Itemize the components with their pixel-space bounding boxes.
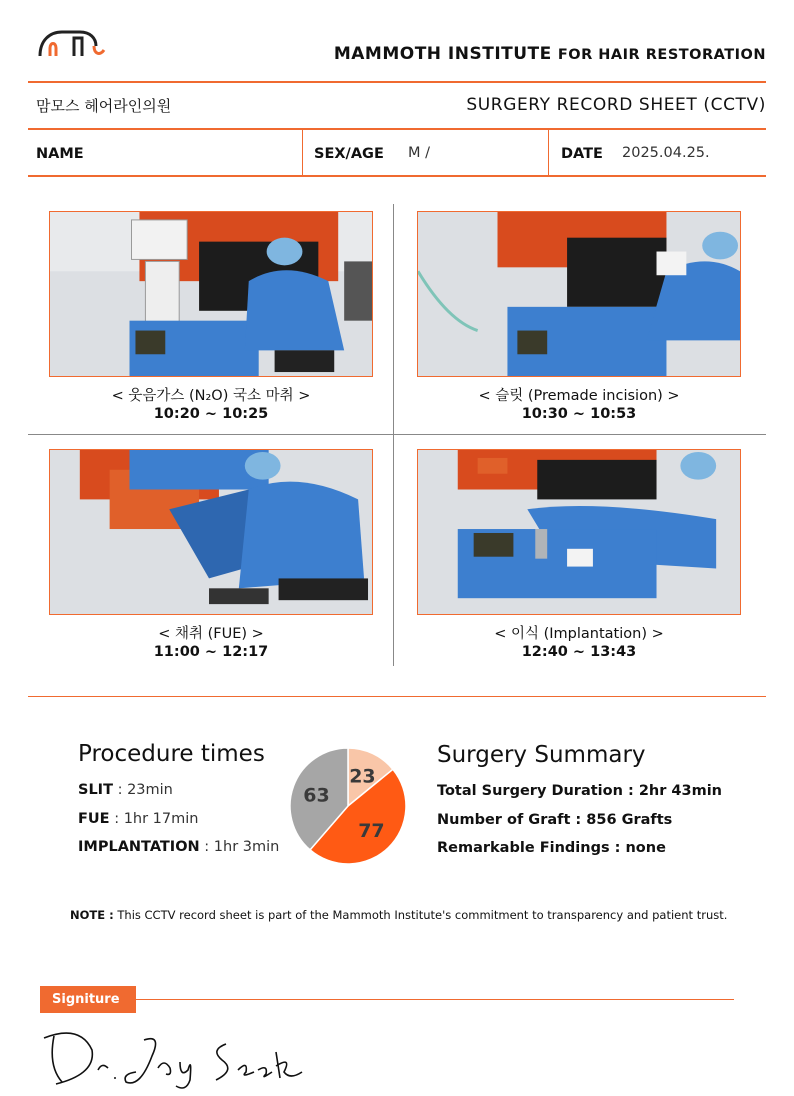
header-divider (28, 81, 766, 83)
stage-title: < 이식 (Implantation) > (494, 626, 664, 642)
note-label: NOTE : (70, 908, 114, 922)
sheet-title: SURGERY RECORD SHEET (CCTV) (466, 95, 766, 115)
stage-title: < 웃음가스 (N₂O) 국소 마취 > (111, 388, 311, 404)
stage-time: 11:00 ~ 12:17 (153, 644, 269, 660)
procedure-time-implantation (78, 839, 279, 855)
sex-age-value: M / (408, 145, 431, 161)
stage-caption (417, 625, 741, 661)
patient-row-separator (302, 130, 303, 176)
stage-time: 10:20 ~ 10:25 (153, 406, 269, 422)
procedure-time-fue (78, 811, 198, 827)
summary-findings: Remarkable Findings : none (437, 840, 666, 856)
signature-line (136, 999, 734, 1000)
procedure-time-pie-chart (288, 746, 408, 866)
photo-grid-vertical-line (393, 204, 394, 666)
handwritten-signature (40, 1026, 310, 1092)
stage-time: 10:30 ~ 10:53 (521, 406, 637, 422)
procedure-label: IMPLANTATION (78, 839, 200, 855)
name-label: NAME (36, 146, 84, 162)
procedure-label: FUE (78, 811, 110, 827)
stage-title: < 슬릿 (Premade incision) > (478, 388, 680, 404)
date-value: 2025.04.25. (622, 145, 710, 161)
stage-title: < 채취 (FUE) > (158, 626, 264, 642)
signature-badge: Signiture (40, 986, 136, 1013)
summary-graft-count: Number of Graft : 856 Grafts (437, 812, 673, 828)
stage-caption (417, 387, 741, 423)
note-text: This CCTV record sheet is part of the Mammoth Institute's commitment to transparency and patient trust. (117, 908, 728, 922)
patient-row-top-divider (28, 128, 766, 130)
procedure-time-slit (78, 782, 173, 798)
cctv-photo-anesthesia (49, 211, 373, 377)
institute-name-rest: FOR HAIR RESTORATION (557, 47, 766, 63)
date-label: DATE (561, 146, 603, 162)
procedure-value: : 23min (112, 782, 173, 798)
procedure-value: : 1hr 3min (199, 839, 280, 855)
procedure-times-title: Procedure times (78, 741, 265, 767)
stage-time: 12:40 ~ 13:43 (521, 644, 637, 660)
summary-divider (28, 696, 766, 697)
cctv-photo-fue (49, 449, 373, 615)
patient-row-bottom-divider (28, 175, 766, 177)
pie-label-slit: 23 (349, 765, 376, 788)
pie-label-fue: 77 (358, 820, 385, 843)
institute-name (334, 44, 766, 64)
summary-total-duration: Total Surgery Duration : 2hr 43min (437, 783, 723, 799)
cctv-photo-implantation (417, 449, 741, 615)
stage-caption (49, 625, 373, 661)
procedure-value: : 1hr 17min (109, 811, 199, 827)
patient-row-separator (548, 130, 549, 176)
mammoth-logo (36, 26, 108, 66)
note (70, 908, 727, 922)
clinic-korean-name: 맘모스 헤어라인의원 (36, 97, 172, 115)
cctv-photo-slit (417, 211, 741, 377)
sex-age-label: SEX/AGE (314, 146, 384, 162)
surgery-summary-title: Surgery Summary (437, 742, 646, 768)
stage-caption (49, 387, 373, 423)
photo-grid-horizontal-line (28, 434, 766, 435)
procedure-label: SLIT (78, 782, 113, 798)
pie-label-implantation: 63 (303, 784, 330, 807)
institute-name-bold: MAMMOTH INSTITUTE (333, 44, 552, 64)
